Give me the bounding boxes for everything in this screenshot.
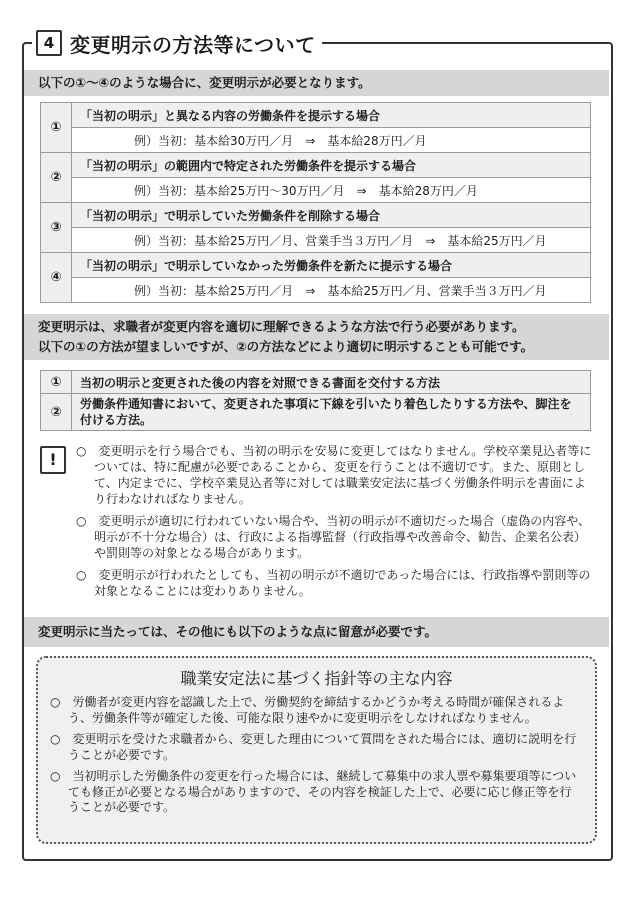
warning-note: ○ 変更明示が行われたとしても、当初の明示が不適切であった場合には、行政指導や罰則等の対象となることには変わりありません。 [76, 568, 591, 598]
warning-notes [76, 443, 596, 605]
case-example: 例）当初：基本給25万円／月 ⇒ 基本給25万円／月、営業手当３万円／月 [72, 278, 591, 303]
case-example: 例）当初：基本給30万円／月 ⇒ 基本給28万円／月 [72, 128, 591, 153]
guideline-box [36, 656, 597, 844]
guideline-item: ○ 労働者が変更内容を認識した上で、労働契約を締結するかどうか考える時間が確保されるよう、労働条件等が確定した後、可能な限り速やかに変更明示をしなければなりません。 [50, 695, 565, 725]
method-text: 労働条件通知書において、変更された事項に下線を引いたり着色したりする方法や、脚注を付ける方法。 [72, 394, 591, 431]
warning-icon: ! [40, 446, 66, 474]
guideline-title: 職業安定法に基づく指針等の主な内容 [180, 669, 453, 688]
case-row-head [41, 103, 591, 128]
case-heading: 「当初の明示」で明示していた労働条件を削除する場合 [72, 203, 591, 228]
method-number: ② [41, 394, 72, 431]
section-title: 変更明示の方法等について [70, 32, 316, 57]
case-row-head [41, 153, 591, 178]
method-bar-line2: 以下の①の方法が望ましいですが、②の方法などにより適切に明示することも可能です。 [38, 339, 534, 354]
case-row-example [41, 128, 591, 153]
case-heading: 「当初の明示」の範囲内で特定された労働条件を提示する場合 [72, 153, 591, 178]
case-row-head [41, 253, 591, 278]
guideline-item: ○ 変更明示を受けた求職者から、変更した理由について質問をされた場合には、適切に説明を行うことが必要です。 [50, 732, 577, 762]
warning-note: ○ 変更明示を行う場合でも、当初の明示を安易に変更してはなりません。学校卒業見込者等については、特に配慮が必要であることから、変更を行うことは不適切です。また、原則として、内定までに、学校卒業見込者等に対しては職業安定法に基づく労働条件明示を書面により行わなければなりません。 [76, 444, 592, 506]
method-number: ① [41, 371, 72, 394]
guideline-item: ○ 当初明示した労働条件の変更を行った場合には、継続して募集中の求人票や募集要項等についても修正が必要となる場合がありますので、その内容を検証した上で、必要に応じ修正等を行うことが必要です。 [50, 769, 577, 814]
case-number: ④ [41, 253, 72, 303]
case-heading: 「当初の明示」と異なる内容の労働条件を提示する場合 [72, 103, 591, 128]
case-heading: 「当初の明示」で明示していなかった労働条件を新たに提示する場合 [72, 253, 591, 278]
case-example: 例）当初：基本給25万円／月、営業手当３万円／月 ⇒ 基本給25万円／月 [72, 228, 591, 253]
other-bar-text: 変更明示に当たっては、その他にも以下のような点に留意が必要です。 [38, 624, 438, 639]
section-number: 4 [36, 30, 62, 56]
case-example: 例）当初：基本給25万円～30万円／月 ⇒ 基本給28万円／月 [72, 178, 591, 203]
method-bar [24, 314, 609, 360]
case-number: ③ [41, 203, 72, 253]
intro-bar [24, 70, 609, 96]
method-bar-line1: 変更明示は、求職者が変更内容を適切に理解できるような方法で行う必要があります。 [38, 319, 525, 334]
warning-note: ○ 変更明示が適切に行われていない場合や、当初の明示が不適切だった場合（虚偽の内容や、明示が不十分な場合）は、行政による指導監督（行政指導や改善命令、勧告、企業名公表）や罰則等の対象となる場合があります。 [76, 514, 590, 560]
case-row-example [41, 178, 591, 203]
section-header [32, 28, 322, 58]
case-number: ② [41, 153, 72, 203]
case-row-head [41, 203, 591, 228]
cases-table [40, 102, 591, 303]
method-row [41, 394, 591, 431]
method-row [41, 371, 591, 394]
methods-table [40, 370, 591, 431]
case-number: ① [41, 103, 72, 153]
case-row-example [41, 228, 591, 253]
method-text: 当初の明示と変更された後の内容を対照できる書面を交付する方法 [72, 371, 591, 394]
case-row-example [41, 278, 591, 303]
other-bar [24, 617, 609, 647]
intro-bar-text: 以下の①～④のような場合に、変更明示が必要となります。 [38, 75, 371, 90]
